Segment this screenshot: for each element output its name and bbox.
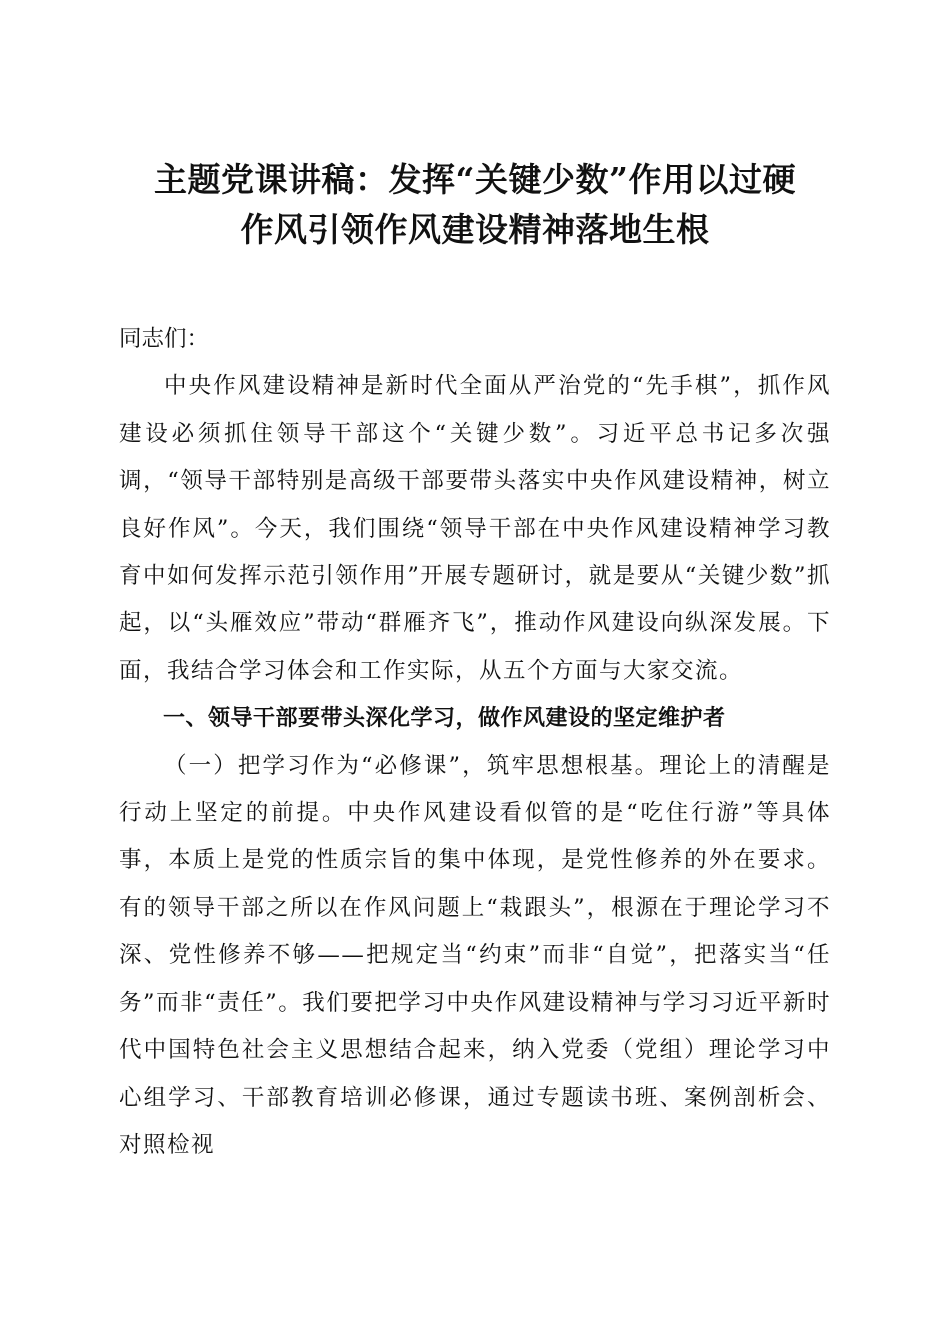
intro-paragraph: 中央作风建设精神是新时代全面从严治党的“先手棋”，抓作风建设必须抓住领导干部这个“关键少数”。习近平总书记多次强调，“领导干部特别是高级干部要带头落实中央作风建设精神，树立良好作风”。今天，我们围绕“领导干部在中央作风建设精神学习教育中如何发挥示范引领作用”开展专题研讨，就是要从“关键少数”抓起，以“头雁效应”带动“群雁齐飞”，推动作风建设向纵深发展。下面，我结合学习体会和工作实际，从五个方面与大家交流。 [119,373,831,684]
document-title [100,155,850,255]
section-1-paragraph: （一）把学习作为“必修课”，筑牢思想根基。理论上的清醒是行动上坚定的前提。中央作风建设看似管的是“吃住行游”等具体事，本质上是党的性质宗旨的集中体现，是党性修养的外在要求。有的领导干部之所以在作风问题上“栽跟头”，根源在于理论学习不深、党性修养不够——把规定当“约束”而非“自觉”，把落实当“任务”而非“责任”。我们要把学习中央作风建设精神与学习习近平新时代中国特色社会主义思想结合起来，纳入党委（党组）理论学习中心组学习、干部教育培训必修课，通过专题读书班、案例剖析会、对照检视 [119,752,831,1158]
document-body [119,316,831,1169]
salutation: 同志们： [119,326,210,352]
title-line-1: 主题党课讲稿：发挥“关键少数”作用以过硬 [154,160,796,199]
section-heading-1: 一、领导干部要带头深化学习，做作风建设的坚定维护者 [163,706,726,732]
title-line-2: 作风引领作风建设精神落地生根 [240,210,710,249]
